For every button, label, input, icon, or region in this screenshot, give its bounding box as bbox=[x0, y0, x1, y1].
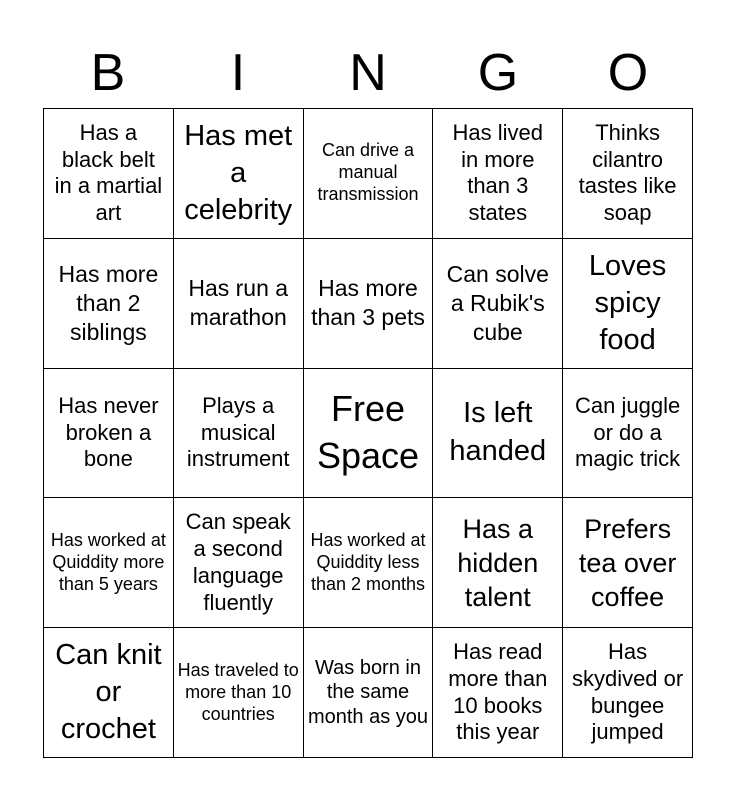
bingo-cell-text: Has traveled to more than 10 countries bbox=[177, 659, 299, 724]
bingo-cell-text: Plays a musical instrument bbox=[186, 392, 290, 472]
bingo-cell[interactable] bbox=[304, 498, 434, 628]
bingo-cell-text: Is left handed bbox=[449, 397, 547, 467]
bingo-cell[interactable] bbox=[174, 628, 304, 758]
bingo-cell-text: Prefers tea over coffee bbox=[578, 513, 677, 612]
bingo-cell[interactable] bbox=[563, 628, 693, 758]
bingo-cell-text: Can solve a Rubik's cube bbox=[446, 260, 549, 345]
header-letter-o: O bbox=[607, 44, 649, 102]
bingo-cell[interactable] bbox=[174, 109, 304, 239]
bingo-grid bbox=[43, 108, 693, 758]
bingo-cell-text: Has lived in more than 3 states bbox=[452, 119, 544, 226]
bingo-cell[interactable] bbox=[304, 109, 434, 239]
bingo-cell-text: Has a black belt in a martial art bbox=[54, 119, 163, 226]
bingo-cell[interactable] bbox=[563, 109, 693, 239]
bingo-cell-text: Has read more than 10 books this year bbox=[448, 638, 548, 745]
bingo-cell-text: Has met a celebrity bbox=[184, 119, 293, 226]
bingo-cell[interactable] bbox=[433, 498, 563, 628]
bingo-cell[interactable] bbox=[44, 109, 174, 239]
bingo-cell-text: Can drive a manual transmission bbox=[317, 140, 419, 205]
bingo-cell[interactable] bbox=[44, 239, 174, 369]
bingo-cell[interactable] bbox=[304, 628, 434, 758]
bingo-cell[interactable] bbox=[563, 498, 693, 628]
bingo-cell[interactable] bbox=[304, 239, 434, 369]
bingo-cell[interactable] bbox=[433, 239, 563, 369]
bingo-cell[interactable] bbox=[563, 369, 693, 499]
bingo-cell-text: Can knit or crochet bbox=[55, 638, 162, 746]
bingo-cell[interactable] bbox=[433, 369, 563, 499]
bingo-cell-text: Has never broken a bone bbox=[58, 392, 159, 472]
header-letter-b: B bbox=[90, 44, 126, 102]
bingo-cell[interactable] bbox=[433, 109, 563, 239]
bingo-cell-text: Has skydived or bungee jumped bbox=[571, 638, 684, 745]
free-space-cell[interactable] bbox=[304, 369, 434, 499]
bingo-cell-text: Was born in the same month as you bbox=[307, 657, 429, 728]
bingo-cell-text: Thinks cilantro tastes like soap bbox=[578, 119, 677, 226]
bingo-cell-text: Has more than 3 pets bbox=[311, 275, 425, 331]
bingo-cell[interactable] bbox=[174, 239, 304, 369]
bingo-cell[interactable] bbox=[44, 628, 174, 758]
bingo-cell-text: Has more than 2 siblings bbox=[58, 260, 159, 345]
bingo-cell-text: Has a hidden talent bbox=[457, 513, 539, 612]
bingo-cell[interactable] bbox=[174, 498, 304, 628]
bingo-cell[interactable] bbox=[44, 498, 174, 628]
free-space-text: Free Space bbox=[316, 388, 420, 476]
bingo-cell-text: Loves spicy food bbox=[588, 249, 667, 356]
bingo-cell[interactable] bbox=[174, 369, 304, 499]
bingo-cell-text: Has worked at Quiddity more than 5 years bbox=[50, 529, 166, 594]
header-letter-g: G bbox=[477, 44, 519, 102]
bingo-cell[interactable] bbox=[433, 628, 563, 758]
header-letter-n: N bbox=[349, 44, 387, 102]
bingo-cell-text: Has run a marathon bbox=[188, 275, 289, 331]
bingo-header bbox=[43, 38, 693, 108]
bingo-cell-text: Can speak a second language fluently bbox=[185, 509, 291, 615]
bingo-cell-text: Can juggle or do a magic trick bbox=[575, 392, 681, 472]
header-letter-i: I bbox=[230, 44, 246, 102]
bingo-cell[interactable] bbox=[563, 239, 693, 369]
bingo-cell[interactable] bbox=[44, 369, 174, 499]
bingo-cell-text: Has worked at Quiddity less than 2 months bbox=[310, 529, 426, 594]
